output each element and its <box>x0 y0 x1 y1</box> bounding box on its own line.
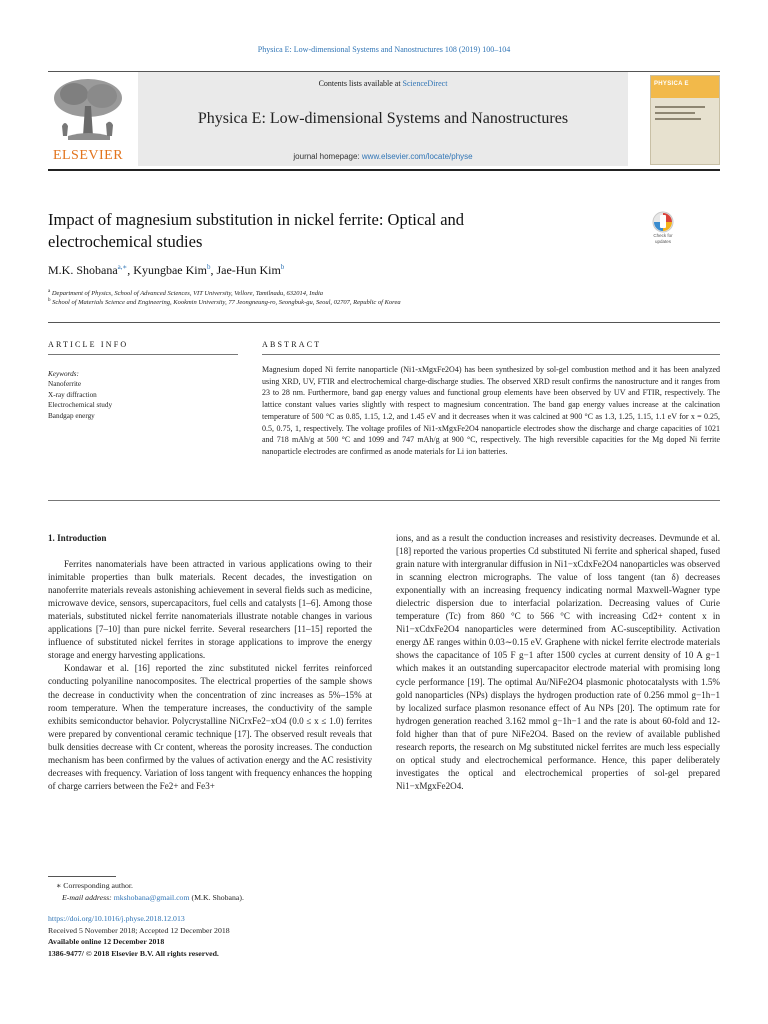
author-name[interactable]: Jae-Hun Kim <box>216 263 281 277</box>
article-metadata <box>48 913 230 959</box>
article-title-line-2: electrochemical studies <box>48 232 203 251</box>
keywords-list <box>48 369 228 421</box>
crossmark-icon <box>645 211 681 233</box>
tree-illustration-icon <box>48 76 128 146</box>
journal-cover-thumbnail[interactable] <box>650 75 720 165</box>
footnote-rule <box>48 876 116 877</box>
abstract-heading: ABSTRACT <box>262 340 322 349</box>
contents-line <box>138 79 628 88</box>
author-affiliation-marker[interactable]: a,∗ <box>117 263 128 271</box>
author-name[interactable]: M.K. Shobana <box>48 263 118 277</box>
doi-link[interactable]: https://doi.org/10.1016/j.physe.2018.12.013 <box>48 914 185 923</box>
cover-journal-name: PHYSICA E <box>654 81 689 87</box>
author-separator: , <box>127 263 134 277</box>
crossmark-label-line-2: updates <box>654 238 671 244</box>
cover-line <box>655 118 701 120</box>
copyright-line: 1386-9477/ © 2018 Elsevier B.V. All rights reserved. <box>48 948 219 958</box>
keywords-label: Keywords: <box>48 370 79 378</box>
masthead-bottom-rule <box>48 169 720 171</box>
available-online: Available online 12 December 2018 <box>48 937 165 946</box>
article-title-line-1: Impact of magnesium substitution in nickel ferrite: Optical and <box>48 210 465 229</box>
keyword-item: X-ray diffraction <box>48 390 97 399</box>
affiliation-text: Department of Physics, School of Advanced Sciences, VIT University, Vellore, Tamilnadu, 632014, India <box>51 290 324 298</box>
abstract-rule-top <box>262 354 720 355</box>
article-info-heading: ARTICLE INFO <box>48 340 129 349</box>
email-label: E-mail address: <box>62 893 112 902</box>
crossmark-label-line-1: Check for <box>653 233 673 238</box>
elsevier-tree-logo <box>48 76 128 166</box>
journal-masthead <box>48 71 720 167</box>
article-info-rule <box>48 354 238 355</box>
keyword-item: Nanoferrite <box>48 380 82 389</box>
received-dates: Received 5 November 2018; Accepted 12 December 2018 <box>48 925 230 935</box>
sciencedirect-link[interactable]: ScienceDirect <box>402 79 448 88</box>
contents-prefix: Contents lists available at <box>318 79 403 88</box>
cover-band <box>651 76 719 98</box>
body-paragraph: Ferrites nanomaterials have been attracted in various applications owing to their inimitable properties than bulk materials. Recent decades, the investigation on nanoferrite materials reveals astonishing achievement in several fields such as medicine, microwave device, sensors, supercapacitors, fuel cells and catalysts [1–6]. Among those materials, substituted nickel ferrite nanomaterials illustrate notable changes in various applications [7–10] than pure nickel ferrite. Several researchers [11–15] reported the influence of substituted nickel ferrites in storage applications to improve the energy storage and energy harvesting applications. <box>48 559 372 661</box>
corresponding-author-note <box>56 881 133 890</box>
masthead-band <box>138 72 628 166</box>
section-heading-introduction: 1. Introduction <box>48 533 107 543</box>
publisher-wordmark: ELSEVIER <box>52 148 124 163</box>
body-column-left <box>48 532 372 793</box>
email-note <box>62 893 244 902</box>
body-column-right <box>396 532 720 793</box>
journal-homepage-link[interactable]: www.elsevier.com/locate/physe <box>361 152 473 161</box>
crossmark-label <box>645 233 681 244</box>
affiliation-b <box>48 298 401 306</box>
abstract-rule-bottom <box>48 500 720 501</box>
keyword-item: Electrochemical study <box>48 401 113 410</box>
author-affiliation-marker[interactable]: b <box>280 263 285 271</box>
cover-line <box>655 106 705 108</box>
affiliation-marker: a <box>48 289 51 294</box>
author-name[interactable]: Kyungbae Kim <box>133 263 207 277</box>
author-separator: , <box>210 263 217 277</box>
corresponding-mark: ∗ <box>56 881 62 890</box>
homepage-line <box>138 152 628 161</box>
cover-line <box>655 112 695 114</box>
journal-title: Physica E: Low-dimensional Systems and Nanostructures <box>197 110 569 127</box>
affiliation-a <box>48 289 323 297</box>
body-paragraph: ions, and as a result the conduction increases and resistivity decreases. Devmunde et al. [18] reported the various properties Cd substituted Ni ferrite and spherical shaped, fused grain nature with intergranular diffusion in Ni1−xCdxFe2O4 nanoparticles was observed in scanning electron micrographs. The value of loss tangent (tan δ) decreases exponentially with an increasing frequency indicating normal Maxwell-Wagner type dielectric dispersion due to interfacial polarization. Decreasing values of Curie temperature (Tc) from 860 °C to 566 °C with increasing Cd2+ content x in Ni1−xCdxFe2O4 nanoparticles were determined from AC-susceptibility. Activation energy ΔE ranges within 0.03∼0.15 eV. Graphene with nickel ferrite electrode materials shows the capacitance of 105 F g−1 after 1500 cycles at current density of 10 A g−1 which makes it an outstanding supercapacitor electrode material with promising long cycle performance [19]. The optimal Au/NiFe2O4 plasmonic photocatalysts with 1.5% gold nanoparticles (NPs) displays the hydrogen production rate of 0.256 mmol g−1h−1 by localized surface plasmon resonance effect of Au NPs [20]. The optimum rate for hydrogen generation reached 3.162 mmol g−1h−1 and the rate is about 60-fold and 12-fold higher than that of pure NiFe2O4. Based on the review of available published research reports, the research on Mg substituted nickel ferrites are much less especially on optical study and electrochemical performance. Hence, this paper deliberately investigates the optical and electrochemical properties of sol-gel prepared Ni1−xMgxFe2O4. <box>396 533 720 791</box>
running-head[interactable]: Physica E: Low-dimensional Systems and Nanostructures 108 (2019) 100–104 <box>257 45 511 54</box>
header-divider <box>48 322 720 323</box>
abstract-text: Magnesium doped Ni ferrite nanoparticle (Ni1-xMgxFe2O4) has been synthesized by sol-gel combustion method and it has been analyzed using XRD, UV, FTIR and electrochemical charge-discharge studies. The observed XRD result confirms the nanostructure and it ranges from 23 to 28 nm. Furthermore, band gap energy values and functional group elements have been observed by UV and FTIR, respectively. The lattice constant values varies slightly with respect to magnesium concentration. The band gap energy values increase at the calcination temperature of 500 °C as 0.85, 1.15, 1.2, and 1.45 eV and it decreases when it was calcined at 900 °C as 1.3, 1.25, 1.15, 1.1 eV for x = 0.25, 0.5, 0.75, 1, respectively. The voltage profiles of Ni1-xMgxFe2O4 nanoparticle electrodes show the discharge and charge capacities of 1021 and 718 mAh/g at 500 °C and 1099 and 747 mAh/g at 900 °C, respectively. The high reversible capacities for the Mg doped Ni ferrite nanoparticle electrodes are confirmed as anode materials for Li ion batteries. <box>262 365 720 456</box>
author-affiliation-marker[interactable]: b <box>206 263 211 271</box>
corresponding-text: Corresponding author. <box>63 881 133 890</box>
keyword-item: Bandgap energy <box>48 411 95 420</box>
check-for-updates-badge[interactable] <box>645 211 681 251</box>
body-paragraph: Kondawar et al. [16] reported the zinc substituted nickel ferrites reinforced conducting polyaniline nanocomposites. The electrical properties of the sample shows the decrease in conductivity when the concentration of zinc increases as 5%–15% at room temperature. When the temperature increases, the conductivity of the sample exhibits semiconductor behavior. Polycrystalline NiCrxFe2−xO4 (0.0 ≤ x ≤ 1.0) ferrites were prepared by conventional ceramic technique [17]. The observed result reveals that bulk densities decrease with Cr content, whereas the porosity increases. The conduction mechanism has been confirmed by the values of activation energy and the AC resistivity decreases with frequency. Variation of loss tangent with frequency enhances the hopping of charge carriers between the Fe2+ and Fe3+ <box>48 663 372 791</box>
email-owner: (M.K. Shobana). <box>191 893 244 902</box>
article-title <box>48 209 608 253</box>
affiliation-marker: b <box>48 298 51 303</box>
affiliation-text: School of Materials Science and Engineering, Kookmin University, 77 Jeongneung-ro, Seongbuk-gu, Seoul, 02707, Republic of Korea <box>52 299 401 307</box>
homepage-prefix: journal homepage: <box>293 152 362 161</box>
email-link[interactable]: mkshobana@gmail.com <box>113 893 190 902</box>
author-list <box>48 263 284 278</box>
